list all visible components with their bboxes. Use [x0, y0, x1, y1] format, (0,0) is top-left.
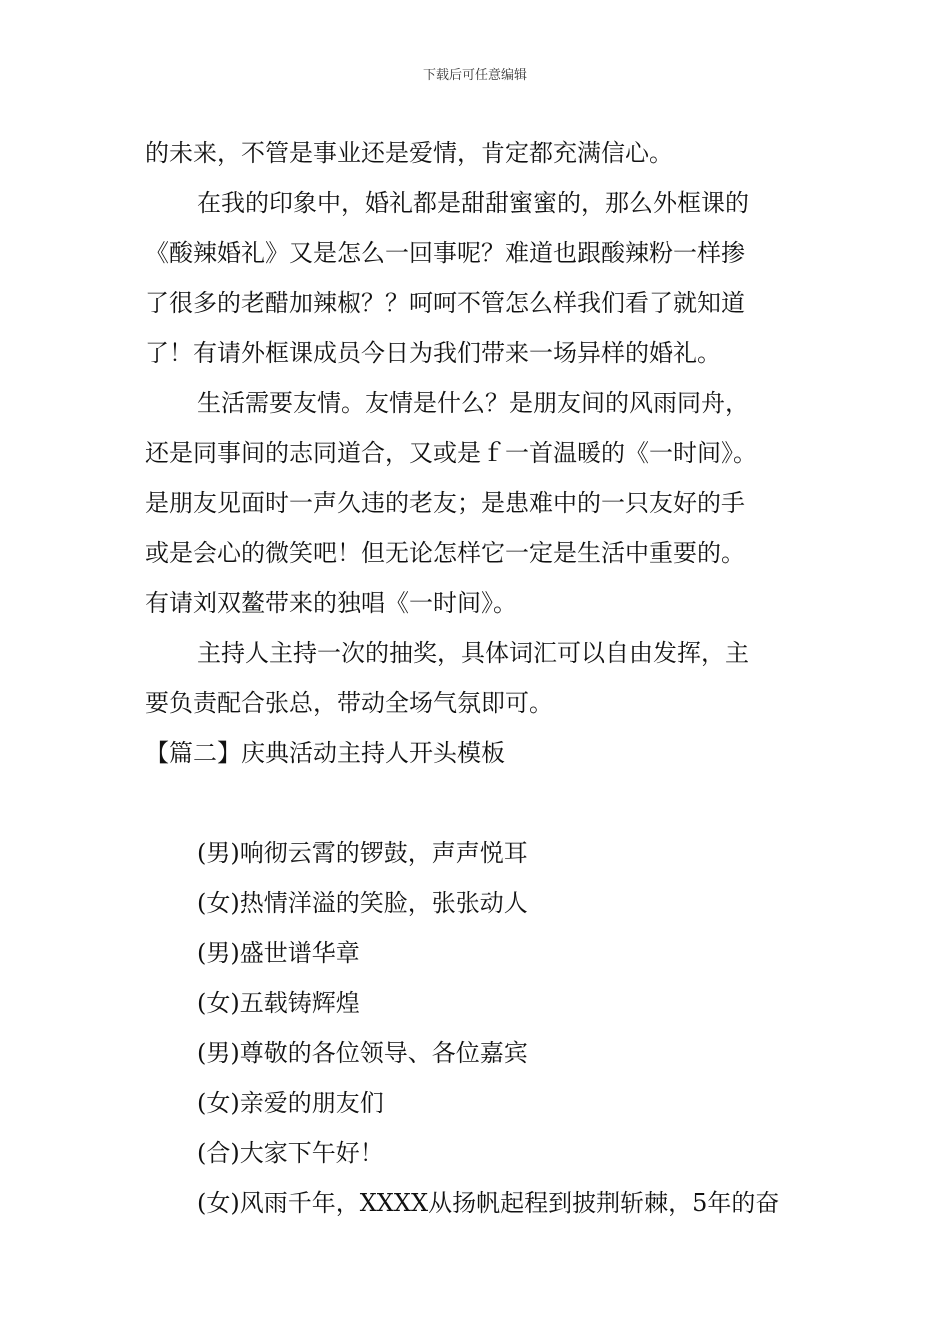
text-line: 了很多的老醋加辣椒？？呵呵不管怎么样我们看了就知道 — [145, 289, 745, 317]
script-line: (男)盛世谱华章 — [197, 939, 360, 967]
script-line: (女)热情洋溢的笑脸，张张动人 — [197, 889, 528, 917]
text-line: 了！有请外框课成员今日为我们带来一场异样的婚礼。 — [145, 339, 721, 367]
body-text — [145, 128, 810, 1228]
blank-line — [145, 778, 810, 828]
paragraph-start: 在我的印象中，婚礼都是甜甜蜜蜜的，那么外框课的 — [197, 189, 749, 217]
text-line: 有请刘双鳌带来的独唱《一时间》。 — [145, 589, 517, 617]
script-line: (女)亲爱的朋友们 — [197, 1089, 384, 1117]
paragraph-start: 生活需要友情。友情是什么？是朋友间的风雨同舟， — [197, 389, 749, 417]
script-line: (男)尊敬的各位领导、各位嘉宾 — [197, 1039, 528, 1067]
text-line: 还是同事间的志同道合，又或是ｆ一首温暖的《一时间》。 — [145, 439, 757, 467]
text-line: 或是会心的微笑吧！但无论怎样它一定是生活中重要的。 — [145, 539, 745, 567]
header-note: 下载后可任意编辑 — [422, 68, 527, 83]
text-line: 要负责配合张总，带动全场气氛即可。 — [145, 689, 553, 717]
section-heading: 【篇二】庆典活动主持人开头模板 — [145, 739, 505, 767]
paragraph-start: 主持人主持一次的抽奖，具体词汇可以自由发挥，主 — [197, 639, 749, 667]
script-line: (女)五载铸辉煌 — [197, 989, 360, 1017]
script-line: (男)响彻云霄的锣鼓，声声悦耳 — [197, 839, 528, 867]
text-line: 《酸辣婚礼》又是怎么一回事呢？难道也跟酸辣粉一样掺 — [145, 239, 745, 267]
script-line: (女)风雨千年，XXXX从扬帆起程到披荆斩棘，5年的奋 — [197, 1189, 780, 1217]
text-line: 是朋友见面时一声久违的老友；是患难中的一只友好的手 — [145, 489, 745, 517]
text-line: 的未来，不管是事业还是爱情，肯定都充满信心。 — [145, 139, 673, 167]
script-line: (合)大家下午好！ — [197, 1139, 384, 1167]
